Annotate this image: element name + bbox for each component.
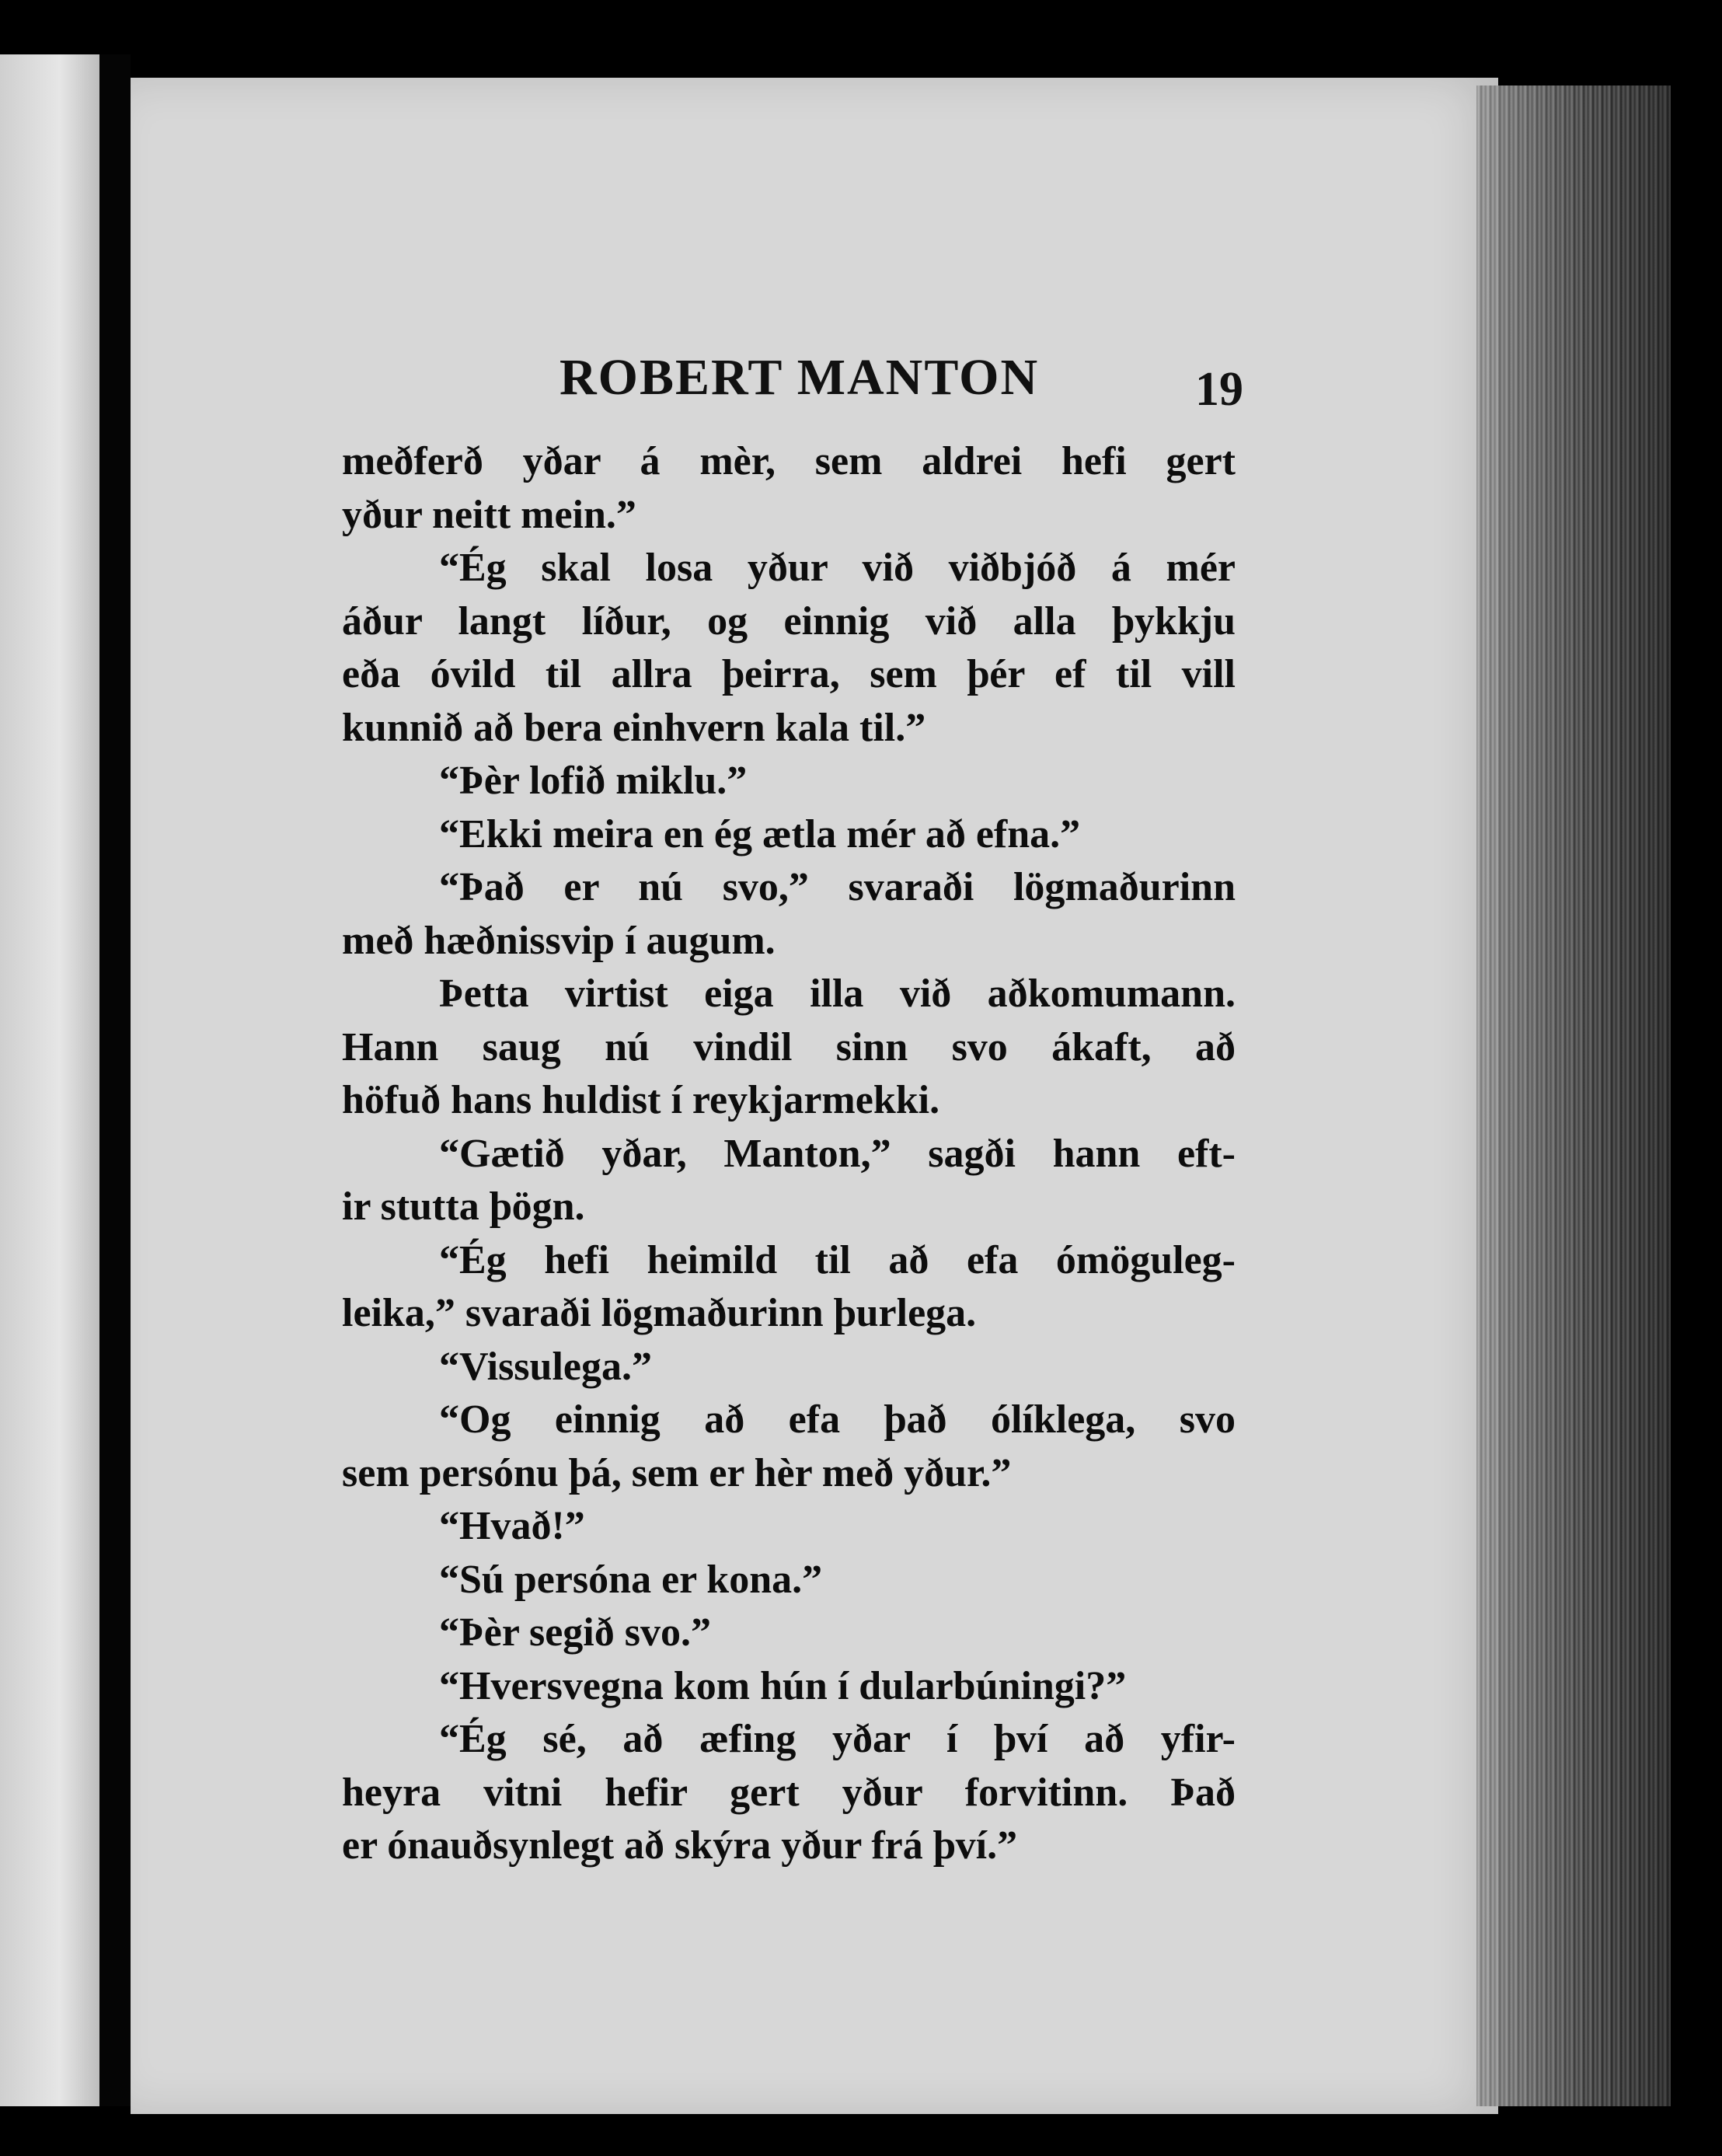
text-line: yður neitt mein.” [342,492,636,537]
text-line: “Þèr lofið miklu.” [439,759,748,803]
facing-page-edge [0,54,99,2106]
text-line: “Sú persóna er kona.” [439,1557,823,1602]
body-text [342,435,1236,1873]
text-line: með hæðnissvip í augum. [342,918,776,963]
text-line: höfuð hans huldist í reykjarmekki. [342,1078,940,1122]
text-line: “Vissulega.” [439,1344,652,1389]
text-line: sem persónu þá, sem er hèr með yður.” [342,1450,1012,1495]
text-line: Þetta virtist eiga illa við aðkomumann. [439,972,1236,1016]
text-line: “Hversvegna kom hún í dularbúningi?” [439,1663,1127,1708]
text-line: “Og einnig að efa það ólíklega, svo [439,1397,1236,1442]
text-line: “Gætið yðar, Manton,” sagði hann eft- [439,1131,1236,1176]
text-line: kunnið að bera einhvern kala til.” [342,705,926,750]
text-line: meðferð yðar á mèr, sem aldrei hefi gert [342,439,1236,483]
text-line: Hann saug nú vindil sinn svo ákaft, að [342,1024,1236,1069]
book-gutter [99,54,131,2106]
text-line: áður langt líður, og einnig við alla þykkju [342,598,1236,644]
text-line: “Ekki meira en ég ætla mér að efna.” [439,811,1081,856]
page-header [342,348,1243,418]
text-line: “Þèr segið svo.” [439,1610,711,1655]
text-line: heyra vitni hefir gert yður forvitinn. Það [342,1770,1236,1815]
running-head: ROBERT MANTON [559,349,1040,406]
text-line: eða óvild til allra þeirra, sem þér ef til vill [342,652,1236,696]
page-edges [1476,85,1671,2106]
text-line: “Ég sé, að æfing yðar í því að yfir- [439,1717,1236,1761]
page-number: 19 [1195,363,1243,416]
text-line: “Hvað!” [439,1504,585,1548]
text-line: “Ég hefi heimild til að efa ómöguleg- [439,1237,1236,1282]
text-line: leika,” svaraði lögmaðurinn þurlega. [342,1291,977,1335]
text-line: “Ég skal losa yður við viðbjóð á mér [439,546,1236,590]
text-line: er ónauðsynlegt að skýra yður frá því.” [342,1823,1018,1868]
text-line: “Það er nú svo,” svaraði lögmaðurinn [439,865,1236,909]
text-line: ir stutta þögn. [342,1184,585,1229]
